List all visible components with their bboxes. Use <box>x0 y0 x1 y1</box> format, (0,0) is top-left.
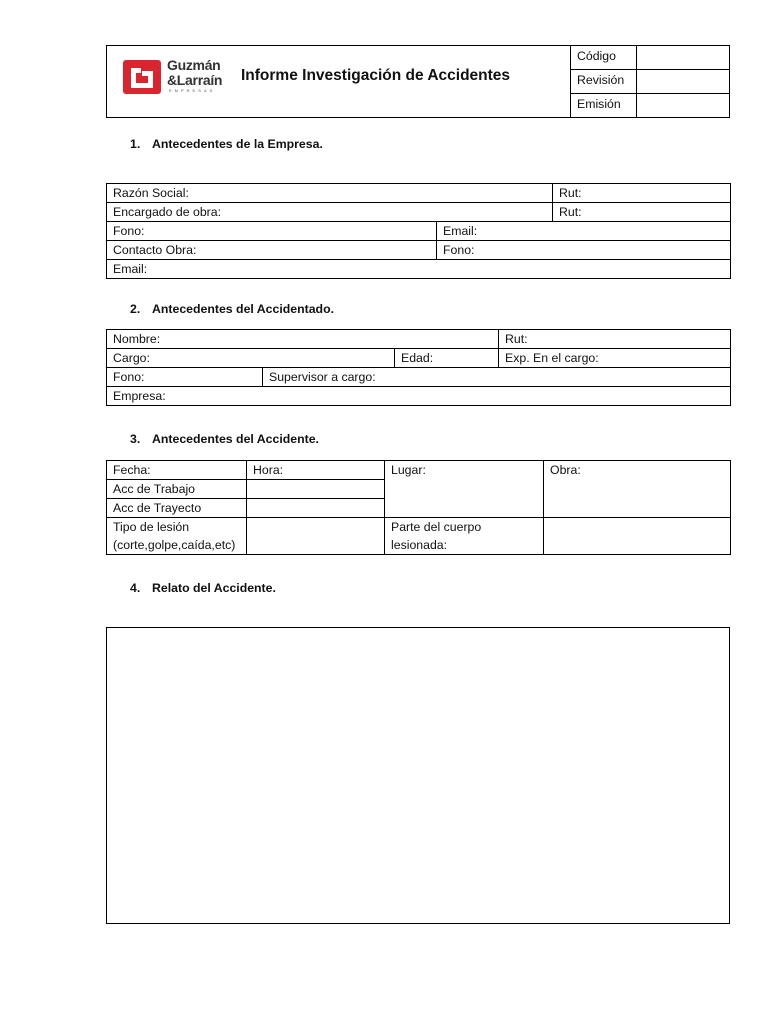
encargado-field[interactable]: Encargado de obra: <box>107 203 553 222</box>
section-title: Antecedentes del Accidente. <box>152 432 319 446</box>
section-4-heading <box>130 581 276 595</box>
fono-field[interactable]: Fono: <box>107 368 263 387</box>
section-number: 2. <box>130 302 141 316</box>
obra-field[interactable]: Obra: <box>544 461 731 518</box>
acc-trayecto-label: Acc de Trayecto <box>107 499 247 518</box>
parte-cuerpo-line1: Parte del cuerpo <box>391 520 482 534</box>
section-title: Antecedentes de la Empresa. <box>152 137 323 151</box>
empresa-table <box>106 183 731 279</box>
tipo-lesion-line2: (corte,golpe,caída,etc) <box>113 538 236 552</box>
empresa-field[interactable]: Empresa: <box>107 387 731 406</box>
section-number: 4. <box>130 581 141 595</box>
edad-field[interactable]: Edad: <box>395 349 499 368</box>
hora-field[interactable]: Hora: <box>247 461 385 480</box>
email-field[interactable]: Email: <box>107 260 731 279</box>
meta-label: Código <box>571 46 637 69</box>
parte-cuerpo-label <box>385 518 544 555</box>
document-header <box>106 45 730 118</box>
exp-cargo-field[interactable]: Exp. En el cargo: <box>499 349 731 368</box>
section-title: Relato del Accidente. <box>152 581 276 595</box>
razon-social-field[interactable]: Razón Social: <box>107 184 553 203</box>
contacto-obra-field[interactable]: Contacto Obra: <box>107 241 437 260</box>
brand-name-line2: &Larraín <box>167 72 223 88</box>
meta-row-codigo <box>571 46 729 70</box>
fono-field[interactable]: Fono: <box>437 241 731 260</box>
meta-row-emision <box>571 94 729 117</box>
email-field[interactable]: Email: <box>437 222 731 241</box>
section-3-heading <box>130 432 319 446</box>
cargo-field[interactable]: Cargo: <box>107 349 395 368</box>
fono-field[interactable]: Fono: <box>107 222 437 241</box>
supervisor-field[interactable]: Supervisor a cargo: <box>263 368 731 387</box>
meta-row-revision <box>571 70 729 94</box>
meta-label: Revisión <box>571 70 637 93</box>
section-2-heading <box>130 302 334 316</box>
parte-cuerpo-line2: lesionada: <box>391 538 448 552</box>
rut-field[interactable]: Rut: <box>553 184 731 203</box>
accidente-table <box>106 460 731 555</box>
tipo-lesion-value[interactable] <box>247 518 385 555</box>
brand-name-line3: EMPRESAS <box>169 88 216 93</box>
section-number: 3. <box>130 432 141 446</box>
section-1-heading <box>130 137 323 151</box>
rut-field[interactable]: Rut: <box>553 203 731 222</box>
section-number: 1. <box>130 137 141 151</box>
document-meta <box>571 46 729 117</box>
parte-cuerpo-value[interactable] <box>544 518 731 555</box>
logo-title-cell <box>107 46 571 117</box>
acc-trayecto-value[interactable] <box>247 499 385 518</box>
acc-trabajo-label: Acc de Trabajo <box>107 480 247 499</box>
meta-label: Emisión <box>571 94 637 117</box>
nombre-field[interactable]: Nombre: <box>107 330 499 349</box>
tipo-lesion-line1: Tipo de lesión <box>113 520 190 534</box>
rut-field[interactable]: Rut: <box>499 330 731 349</box>
lugar-field[interactable]: Lugar: <box>385 461 544 518</box>
acc-trabajo-value[interactable] <box>247 480 385 499</box>
accidentado-table <box>106 329 731 406</box>
relato-textarea[interactable] <box>106 627 730 924</box>
brand-name-line1: Guzmán <box>167 57 221 73</box>
document-title: Informe Investigación de Accidentes <box>241 67 511 84</box>
fecha-field[interactable]: Fecha: <box>107 461 247 480</box>
company-logo-icon <box>123 60 161 94</box>
tipo-lesion-label <box>107 518 247 555</box>
section-title: Antecedentes del Accidentado. <box>152 302 334 316</box>
